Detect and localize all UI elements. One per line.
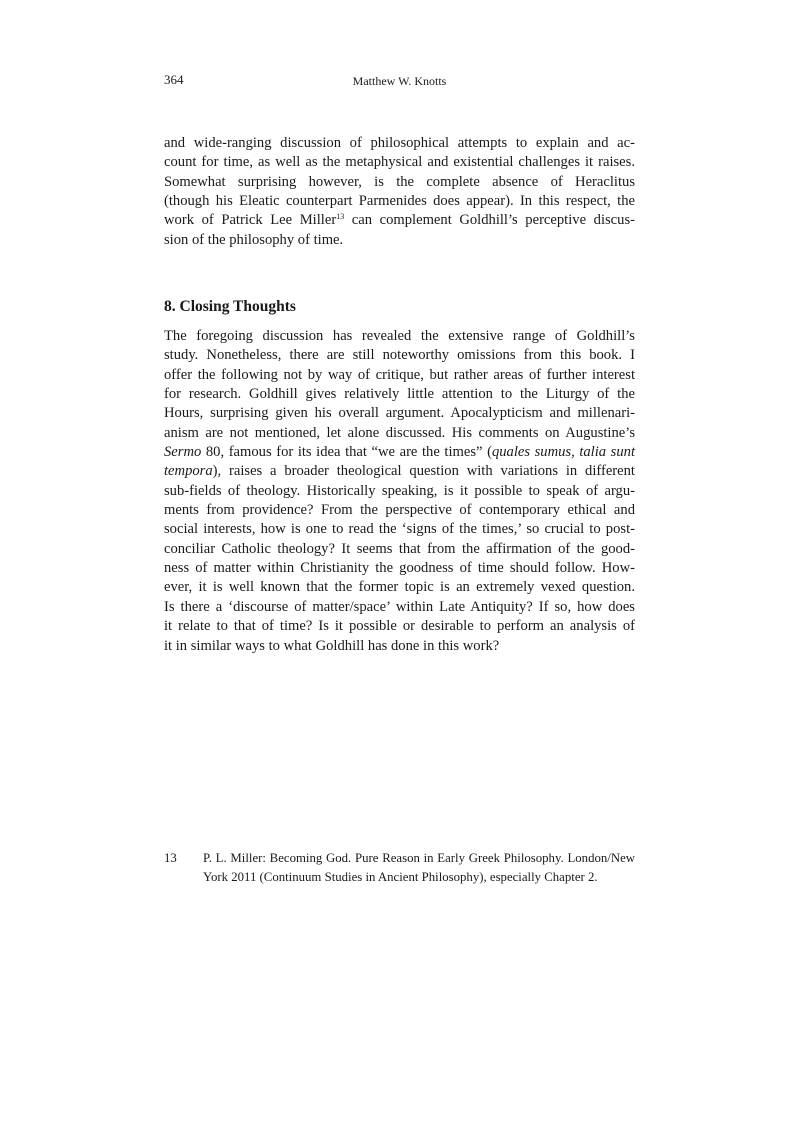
text-segment: sion of the philosophy of time. bbox=[164, 231, 344, 248]
text-segment: ever, it is well known that the former topic is an extremely vexed question. bbox=[164, 579, 635, 596]
italic-text: Sermo bbox=[164, 444, 202, 461]
text-segment: and wide-ranging discussion of philosophical attempts to explain and ac- bbox=[164, 135, 635, 151]
text-segment: Somewhat surprising however, is the complete absence of Heraclitus bbox=[164, 173, 635, 190]
text-segment: count for time, as well as the metaphysical and existential challenges it raises. bbox=[164, 154, 635, 171]
text-segment: social interests, how is one to read the ‘signs of the times,’ so crucial to post- bbox=[164, 521, 635, 538]
text-segment: The foregoing discussion has revealed the extensive range of Goldhill’s bbox=[164, 328, 635, 344]
footnote-reference: 13 bbox=[336, 212, 345, 222]
text-line bbox=[164, 637, 635, 656]
text-segment: P. L. Miller: Becoming God. Pure Reason in Early Greek Philosophy. London/New bbox=[203, 851, 635, 865]
text-line bbox=[203, 868, 635, 887]
text-line bbox=[164, 385, 635, 404]
text-segment: 80, famous for its idea that “we are the times” ( bbox=[201, 444, 492, 461]
text-line bbox=[164, 501, 635, 520]
text-segment: offer the following not by way of critique, but rather areas of further interest bbox=[164, 366, 635, 383]
text-segment: ), raises a broader theological question with variations in different bbox=[212, 463, 635, 480]
text-segment: ments from providence? From the perspective of contemporary ethical and bbox=[164, 502, 635, 519]
text-line bbox=[164, 443, 635, 462]
text-line bbox=[164, 211, 635, 230]
text-line bbox=[164, 520, 635, 539]
section-heading: 8. Closing Thoughts bbox=[164, 298, 296, 315]
text-line bbox=[164, 366, 635, 385]
text-line bbox=[164, 173, 635, 192]
text-segment: (though his Eleatic counterpart Parmenides does appear). In this respect, the bbox=[164, 193, 635, 210]
text-line bbox=[164, 559, 635, 578]
text-line bbox=[164, 346, 635, 365]
text-line bbox=[164, 540, 635, 559]
italic-text: quales sumus, talia sunt bbox=[491, 444, 635, 461]
text-line bbox=[203, 849, 635, 868]
text-segment: sub-fields of theology. Historically speaking, is it possible to speak of argu- bbox=[164, 482, 635, 499]
text-line bbox=[164, 482, 635, 501]
text-line bbox=[164, 134, 635, 153]
running-head: Matthew W. Knotts bbox=[352, 74, 447, 88]
text-line bbox=[164, 617, 635, 636]
text-segment: ness of matter within Christianity the goodness of time should follow. How- bbox=[164, 560, 635, 577]
footnote-text bbox=[203, 849, 635, 887]
page-number: 364 bbox=[164, 72, 184, 87]
text-line bbox=[164, 424, 635, 443]
text-line bbox=[164, 598, 635, 617]
text-segment: study. Nonetheless, there are still noteworthy omissions from this book. I bbox=[164, 347, 635, 364]
text-segment: it in similar ways to what Goldhill has done in this work? bbox=[164, 637, 500, 654]
italic-text: tempora bbox=[164, 463, 213, 480]
text-line bbox=[164, 462, 635, 481]
text-line bbox=[164, 192, 635, 211]
text-line bbox=[164, 404, 635, 423]
text-segment: conciliar Catholic theology? It seems that from the affirmation of the good- bbox=[164, 540, 635, 557]
text-line bbox=[164, 578, 635, 597]
text-line bbox=[164, 327, 635, 346]
footnote-number: 13 bbox=[164, 851, 177, 865]
text-segment: Hours, surprising given his overall argument. Apocalypticism and millenari- bbox=[164, 405, 635, 422]
text-line bbox=[164, 231, 635, 250]
text-segment: Is there a ‘discourse of matter/space’ within Late Antiquity? If so, how does bbox=[164, 598, 635, 615]
text-segment: anism are not mentioned, let alone discussed. His comments on Augustine’s bbox=[164, 424, 635, 441]
text-segment: for research. Goldhill gives relatively little attention to the Liturgy of the bbox=[164, 386, 635, 403]
text-segment: can complement Goldhill’s perceptive discus- bbox=[344, 212, 635, 229]
text-line bbox=[164, 153, 635, 172]
text-segment: work of Patrick Lee Miller bbox=[164, 212, 337, 229]
text-segment: York 2011 (Continuum Studies in Ancient Philosophy), especially Chapter 2. bbox=[203, 870, 598, 884]
paragraph bbox=[164, 134, 635, 250]
text-segment: it relate to that of time? Is it possible or desirable to perform an analysis of bbox=[164, 618, 635, 635]
paragraph bbox=[164, 327, 635, 656]
